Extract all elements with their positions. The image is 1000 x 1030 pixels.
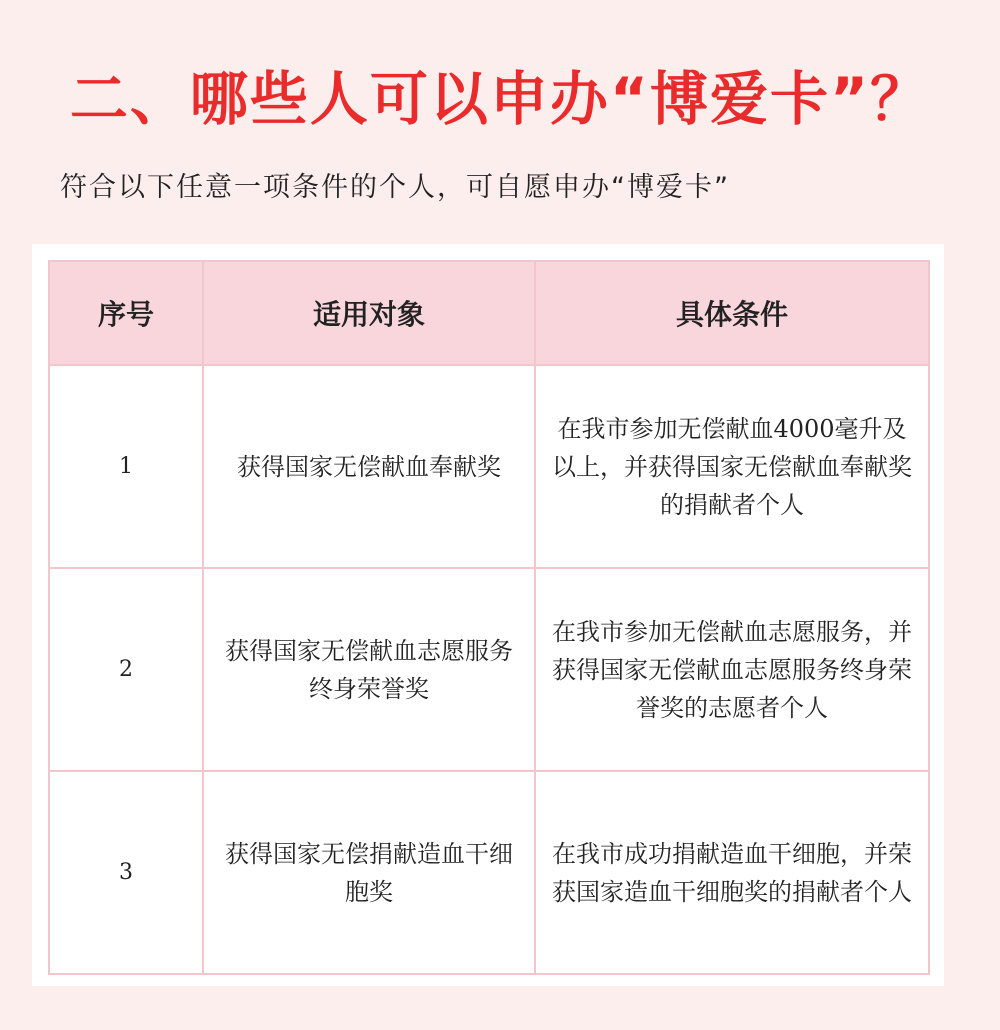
row-target: 获得国家无偿献血奉献奖 [203,365,535,568]
table-row [49,568,929,771]
table-row [49,771,929,974]
page-title: 二、哪些人可以申办“博爱卡”？ [69,65,931,133]
row-condition: 在我市参加无偿献血4000毫升及以上，并获得国家无偿献血奉献奖的捐献者个人 [535,365,929,568]
table-card [32,244,944,986]
header-number: 序号 [49,261,203,365]
row-number: 3 [49,771,203,974]
row-condition: 在我市成功捐献造血干细胞，并荣获国家造血干细胞奖的捐献者个人 [535,771,929,974]
row-condition: 在我市参加无偿献血志愿服务，并获得国家无偿献血志愿服务终身荣誉奖的志愿者个人 [535,568,929,771]
row-target: 获得国家无偿捐献造血干细胞奖 [203,771,535,974]
eligibility-table [48,260,930,975]
row-number: 2 [49,568,203,771]
table-row [49,365,929,568]
header-target: 适用对象 [203,261,535,365]
row-number: 1 [49,365,203,568]
row-target: 获得国家无偿献血志愿服务终身荣誉奖 [203,568,535,771]
table-header-row [49,261,929,365]
header-condition: 具体条件 [535,261,929,365]
page-subtitle: 符合以下任意一项条件的个人，可自愿申办“博爱卡” [60,172,730,203]
